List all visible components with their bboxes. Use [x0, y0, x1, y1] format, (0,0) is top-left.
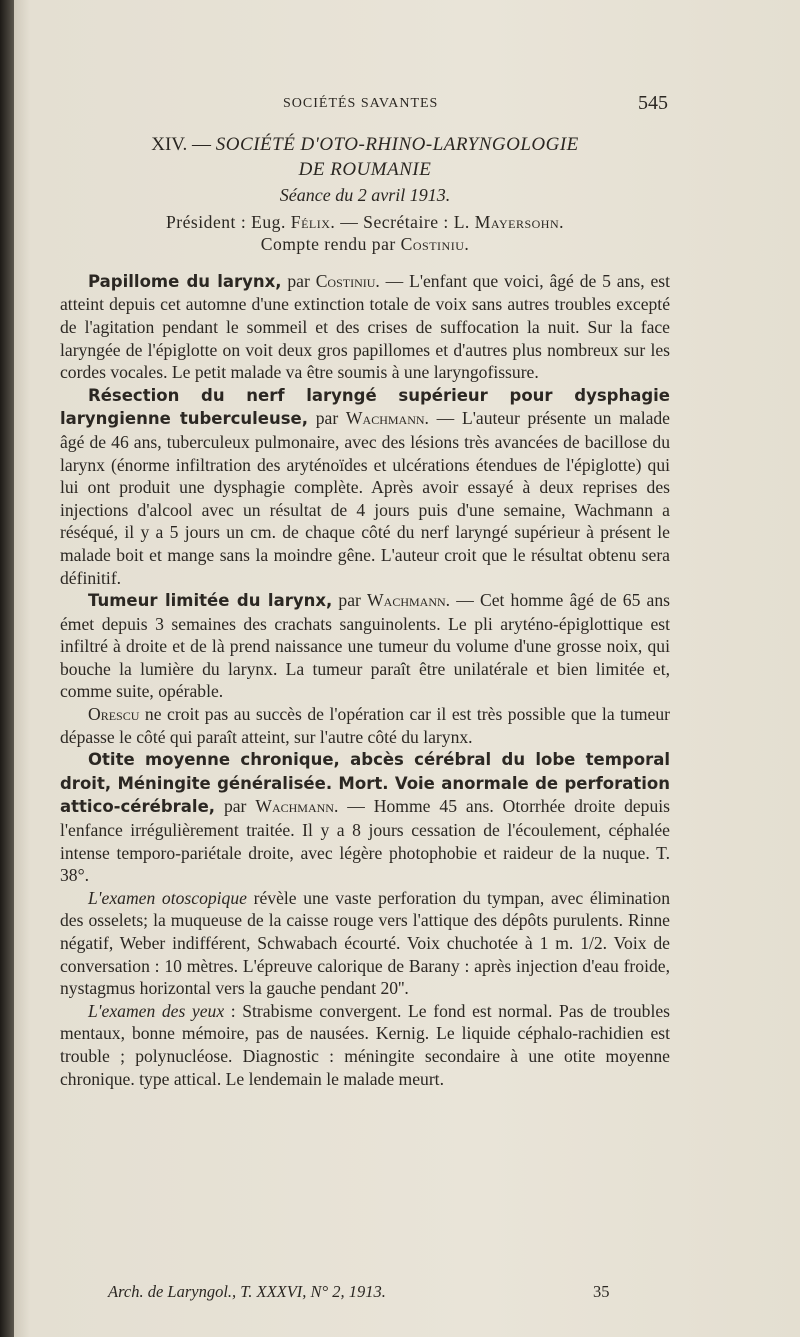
case-heading: Otite moyenne chronique, abcès cérébral du lobe temporal droit, Méningite généralisée. Mort. Voie anormale de perforation attico-cérébrale, — [60, 750, 670, 817]
case-author: Costiniu — [315, 270, 376, 291]
case-heading: Résection du nerf laryngé supérieur pour dysphagie laryngienne tuberculeuse, — [60, 385, 670, 429]
exam-text: : Strabisme convergent. Le fond est normal. Pas de troubles mentaux, bonne mémoire, pas de nausées. Kernig. Le liquide céphalo-rachidien est trouble ; polynucléose. Diagnostic : méningite secondaire à une otite moyenne chronique. type attical. Le lendemain le malade meurt. — [60, 1000, 670, 1089]
section-number: XIV. — — [151, 134, 212, 155]
case-by: par — [332, 590, 368, 611]
case-by: par — [215, 796, 256, 817]
case-author: Wachmann — [367, 590, 446, 611]
book-spine — [0, 0, 14, 1337]
case-by: par — [281, 270, 316, 291]
case-paragraph — [60, 384, 670, 589]
meeting-date: Séance du 2 avril 1913. — [279, 185, 451, 205]
report-end: . — [464, 234, 470, 255]
exam-label: L'examen otoscopique — [88, 887, 247, 908]
case-text: . — L'enfant que voici, âgé de 5 ans, est atteint depuis cet automne d'une extinction totale de voix sans autres troubles excepté de l'agitation pendant le sommeil et des crises de suffocation la nuit. Sur la face laryngée de l'épiglotte on voit deux gros papillomes et d'autres plus nombreux sur les cordes vocales. Le petit malade va être soumis à une laryngofissure. — [60, 270, 670, 383]
case-text: . — L'auteur présente un malade âgé de 46 ans, tuberculeux pulmonaire, avec des lésions très avancées de bacillose du larynx (énorme infiltration des aryténoïdes et ulcérations étendues de l'épiglotte) qui lui ont produit une dysphagie complète. Après avoir essayé à deux reprises des injections d'alcool avec un résultat de 4 jours puis d'une semaine, Wachmann a réséqué, il y a 5 jours un cm. de chaque côté du nerf laryngé supérieur à présent le malade boit et mange sans la moindre gêne. L'auteur croit que le résultat obtenu sera définitif. — [60, 408, 670, 588]
running-head-title: SOCIÉTÉS SAVANTES — [283, 96, 439, 111]
discussion-text: ne croit pas au succès de l'opération car il est très possible que la tumeur dépasse le côté qui paraît atteint, sur l'autre côté du larynx. — [60, 704, 670, 747]
secretary-name: Mayersohn — [474, 211, 560, 232]
discussion-paragraph — [60, 703, 670, 748]
footer-citation: Arch. de Laryngol., T. XXXVI, N° 2, 1913. — [108, 1282, 386, 1301]
discussion-author: Orescu — [88, 704, 140, 725]
running-head — [0, 92, 800, 116]
president-name: Félix — [290, 211, 331, 232]
exam-paragraph — [60, 1000, 670, 1090]
case-heading: Papillome du larynx, — [88, 271, 282, 291]
officers-end: . — [559, 211, 565, 232]
case-paragraph — [60, 589, 670, 703]
exam-label: L'examen des yeux — [88, 1000, 225, 1021]
case-text: . — Homme 45 ans. Otorrhée droite depuis l'enfance irrégulièrement traitée. Il y a 8 jours cessation de l'écoulement, céphalée intense temporo-pariétale droite, avec légère photophobie et raideur de la nuque. T. 38°. — [60, 796, 671, 886]
case-by: par — [308, 408, 346, 429]
report-label: Compte rendu par — [260, 234, 401, 255]
page-number: 545 — [638, 92, 668, 114]
page-footer — [0, 1282, 800, 1306]
section-title — [60, 132, 670, 182]
case-heading: Tumeur limitée du larynx, — [88, 591, 333, 611]
section-title-line1: SOCIÉTÉ D'OTO-RHINO-LARYNGOLOGIE — [215, 134, 579, 155]
secretary-label: . — Secrétaire : L. — [330, 211, 475, 232]
report-line — [60, 233, 670, 256]
case-text: . — Cet homme âgé de 65 ans émet depuis 3 semaines des crachats sanguinolents. Le pli aryténo-épiglottique est infiltré à droite et de là prend naissance une tumeur du volume d'une grosse noix, qui bouche la lumière du larynx. La tumeur paraît être unilatérale et bien limitée et, comme suite, opérable. — [60, 590, 670, 702]
report-author: Costiniu — [400, 234, 465, 255]
president-label: Président : Eug. — [165, 211, 291, 232]
section-title-line2: DE ROUMANIE — [298, 159, 432, 180]
exam-text: révèle une vaste perforation du tympan, avec élimination des osselets; la muqueuse de la caisse rouge vers l'attique des dépôts purulents. Rinne négatif, Weber indifférent, Schwabach écourté. Voix chuchotée à 1 m. 1/2. Voix de conversation : 10 mètres. L'épreuve calorique de Barany : après injection d'eau froide, nystagmus horizontal vers la gauche pendant 20''. — [60, 887, 670, 999]
officers-line — [60, 211, 670, 234]
case-author: Wachmann — [345, 408, 425, 429]
exam-paragraph — [60, 887, 670, 1000]
case-paragraph — [60, 270, 670, 384]
case-author: Wachmann — [255, 796, 334, 817]
signature-mark: 35 — [593, 1282, 610, 1301]
text-column — [60, 122, 670, 1090]
case-paragraph — [60, 748, 670, 887]
